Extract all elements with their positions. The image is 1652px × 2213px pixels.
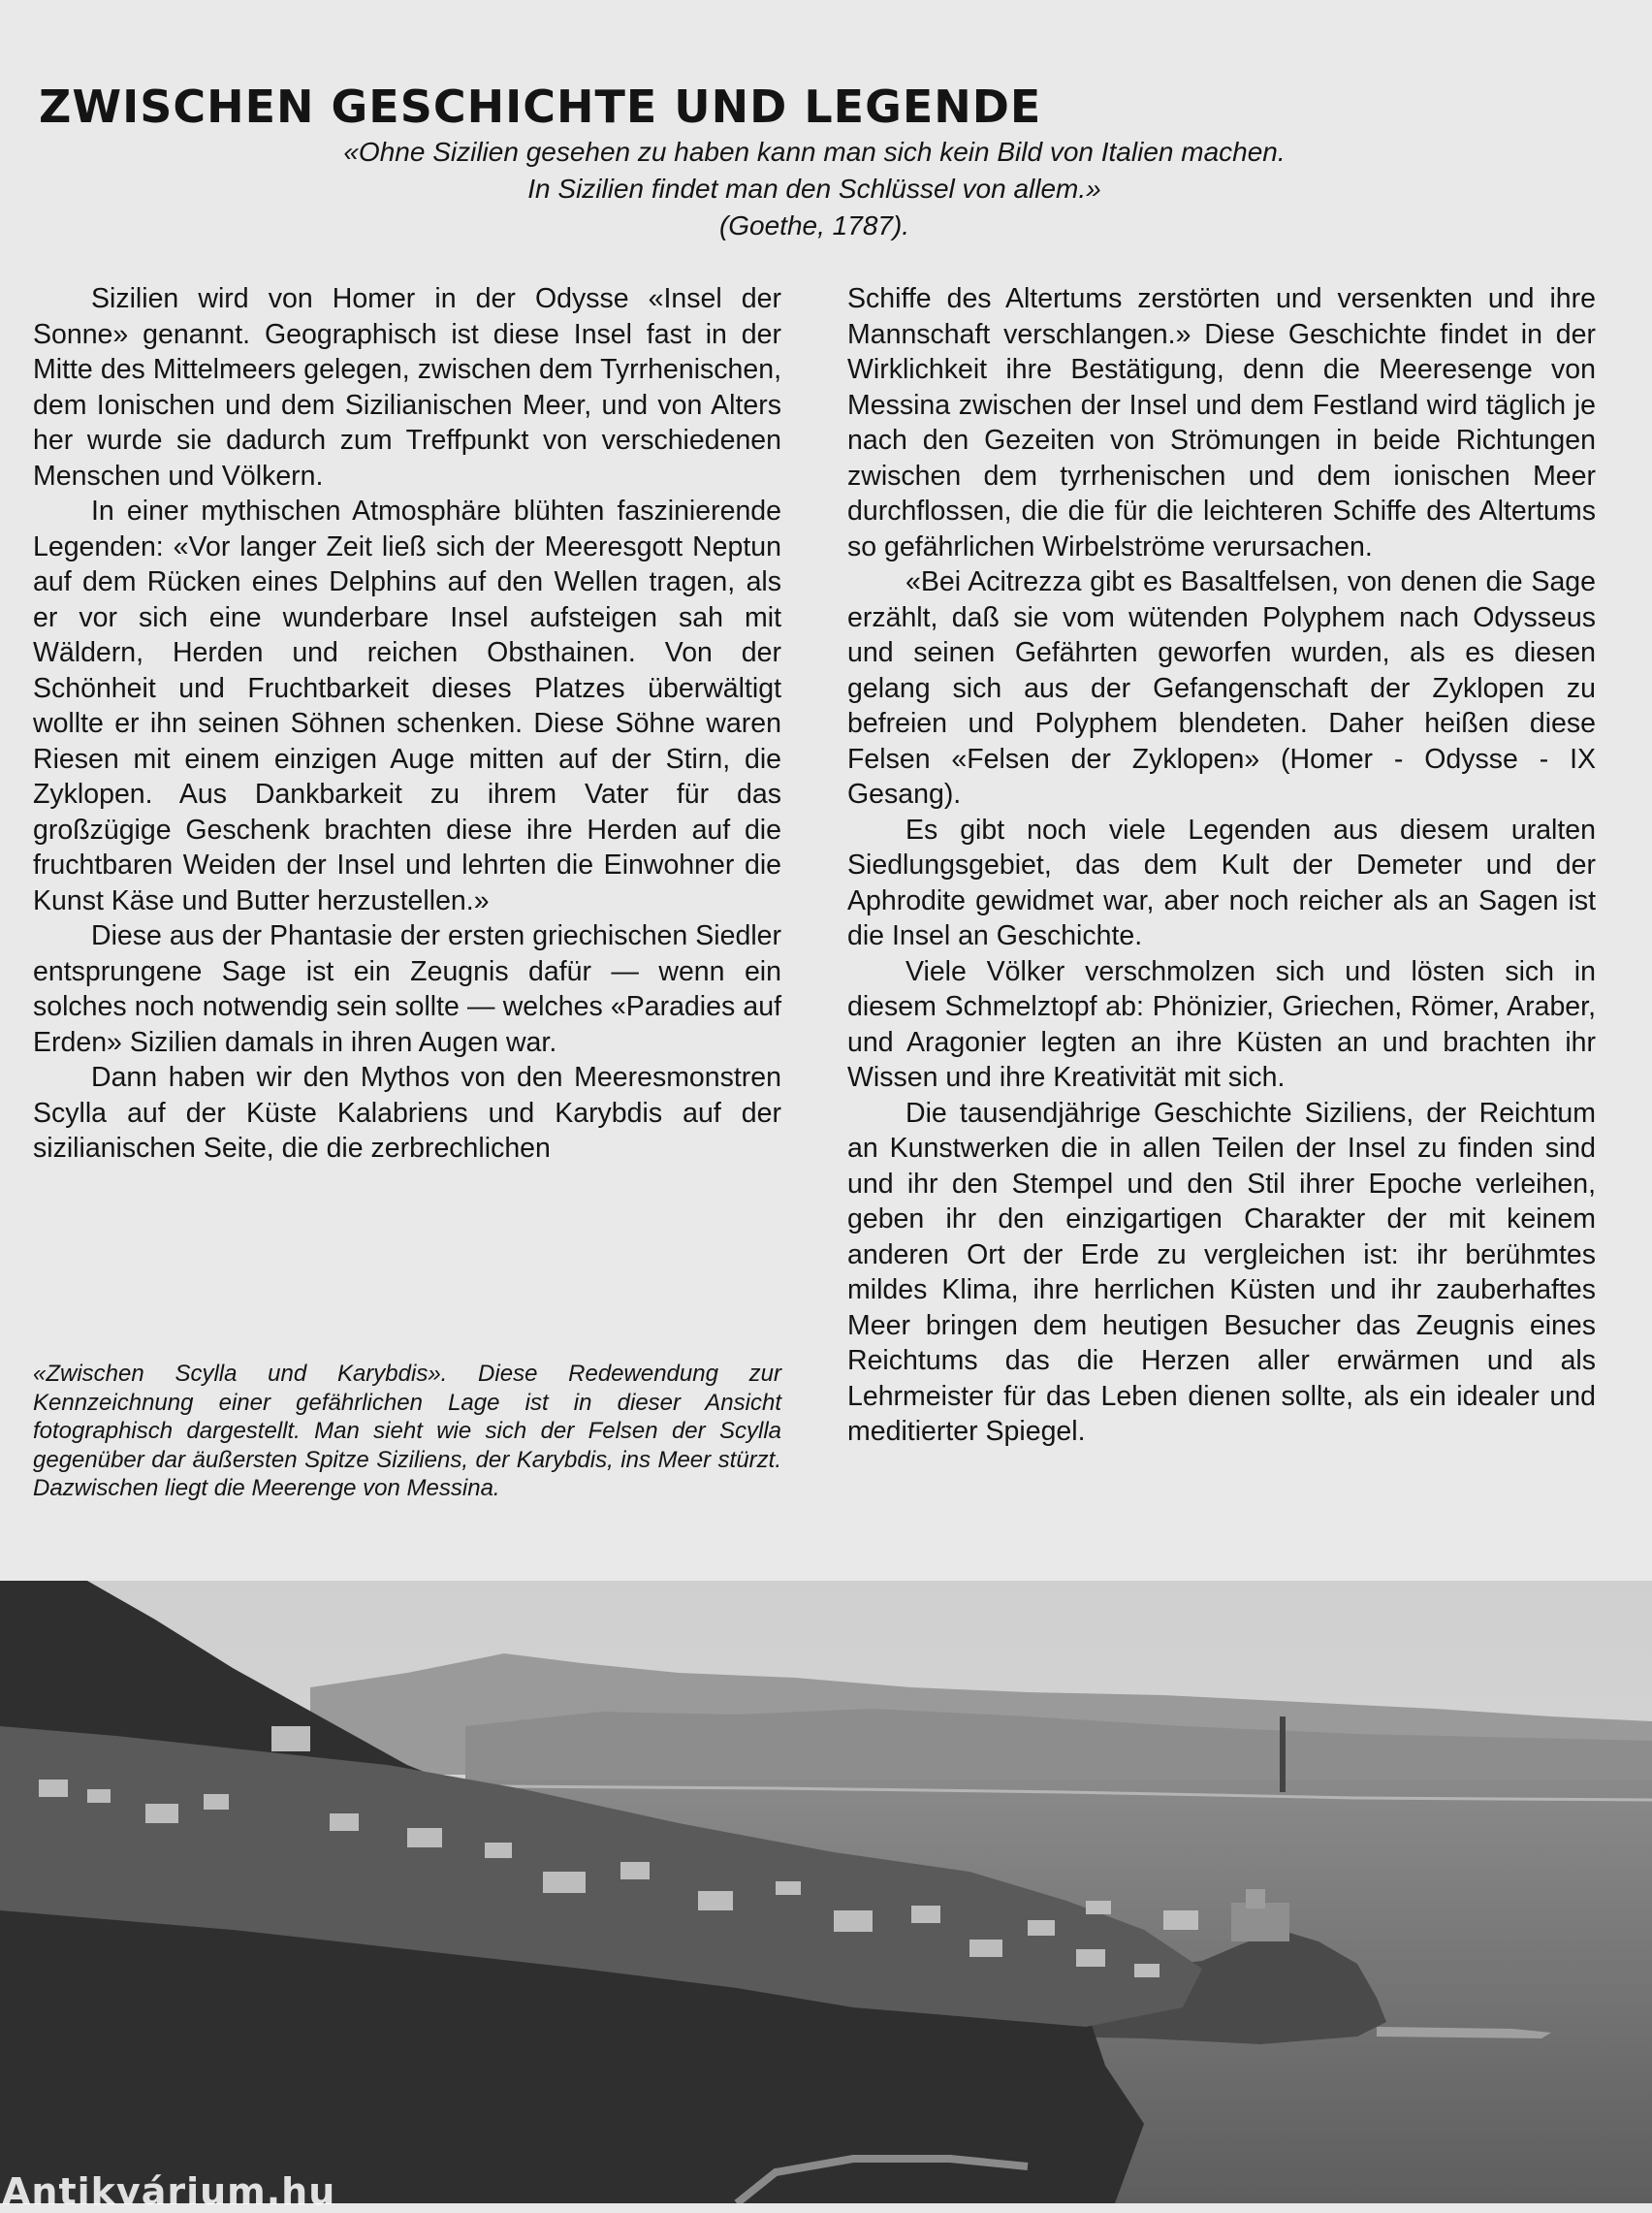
epigraph-line-1: «Ohne Sizilien gesehen zu haben kann man sich kein Bild von Italien machen. [343,137,1286,167]
epigraph-line-2: In Sizilien findet man den Schlüssel von allem.» [527,174,1101,204]
right-text-column [847,281,1596,1450]
scilla-strait-photo [0,1581,1652,2203]
castle-tower [1246,1889,1265,1908]
paragraph: Diese aus der Phantasie der ersten griechischen Siedler entsprungene Sage ist ein Zeugnis dafür — wenn ein solches noch notwendig sein sollte — welches «Paradies auf Erden» Sizilien damals in ihren Augen war. [33,920,781,1058]
paragraph: In einer mythischen Atmosphäre blühten faszinierende Legenden: «Vor langer Zeit ließ sich der Meeresgott Neptun auf dem Rücken eines Delphins auf den Wellen tragen, als er vor sich eine wunderbare Insel aufsteigen sah mit Wäldern, Herden und reichen Obsthainen. Von der Schönheit und Fruchtbarkeit dieses Platzes überwältigt wollte er ihn seinen Söhnen schenken. Diese Söhne waren Riesen mit einem einzigen Auge mitten auf der Stirn, die Zyklopen. Aus Dankbarkeit zu ihrem Vater für das großzügige Geschenk brachten diese ihre Herden auf die fruchtbaren Weiden der Insel und lehrten die Einwohner die Kunst Käse und Butter herzustellen.» [33,496,781,916]
watermark: Antikvárium.hu [2,2170,336,2213]
goethe-epigraph [145,134,1483,244]
paragraph: Viele Völker verschmolzen sich und lösten sich in diesem Schmelztopf ab: Phönizier, Griechen, Römer, Araber, und Aragonier legten an ihre Küsten an und brachten ihr Wissen und ihre Kreativität mit sich. [847,955,1596,1093]
pylon [1280,1716,1286,1792]
epigraph-attribution: (Goethe, 1787). [718,210,910,241]
paragraph-continuation: Schiffe des Altertums zerstörten und versenkten und ihre Mannschaft verschlangen.» Diese Geschichte findet in der Wirklichkeit ihre Bestätigung, denn die Meeresenge von Messina zwischen der Insel und dem Festland wird täglich je nach den Gezeiten von Strömungen in beide Richtungen zwischen dem tyrrhenischen und dem ionischen Meer durchflossen, die die für die leichteren Schiffe des Altertums so gefährlichen Wirbelströme verursachen. [847,283,1596,562]
left-text-column [33,281,781,1167]
landscape-illustration [0,1581,1652,2203]
paragraph: Dann haben wir den Mythos von den Meeresmonstren Scylla auf der Küste Kalabriens und Karybdis auf der sizilianischen Seite, die die zerbrechlichen [33,1062,781,1164]
photo-caption: «Zwischen Scylla und Karybdis». Diese Redewendung zur Kennzeichnung einer gefährlichen Lage ist in dieser Ansicht fotographisch dargestellt. Man sieht wie sich der Felsen der Scylla gegenüber dar äußersten Spitze Siziliens, der Karybdis, ins Meer stürzt. Dazwischen liegt die Meerenge von Messina. [33,1361,781,1501]
paragraph: «Bei Acitrezza gibt es Basaltfelsen, von denen die Sage erzählt, daß sie vom wütenden Polyphem nach Odysseus und seinen Gefährten geworfen wurden, als es diesen gelang sich aus der Gefangenschaft der Zyklopen zu befreien und Polyphem blendeten. Daher heißen diese Felsen «Felsen der Zyklopen» (Homer - Odysse - IX Gesang). [847,566,1596,810]
page-title: ZWISCHEN GESCHICHTE UND LEGENDE [39,80,1042,133]
paragraph: Es gibt noch viele Legenden aus diesem uralten Siedlungsgebiet, das dem Kult der Demeter und der Aphrodite gewidmet war, aber noch reicher als an Sagen ist die Insel an Geschichte. [847,814,1596,951]
paragraph: Sizilien wird von Homer in der Odysse «Insel der Sonne» genannt. Geographisch ist diese Insel fast in der Mitte des Mittelmeers gelegen, zwischen dem Tyrrhenischen, dem Ionischen und dem Sizilianischen Meer, und von Alters her wurde sie dadurch zum Treffpunkt von verschiedenen Menschen und Völkern. [33,283,781,492]
paragraph: Die tausendjährige Geschichte Siziliens, der Reichtum an Kunstwerken die in allen Teilen der Insel zu finden sind und ihr den Stempel und den Stil ihrer Epoche verleihen, geben ihr den einzigartigen Charakter der mit keinem anderen Ort der Erde zu vergleichen ist: ihr berühmtes mildes Klima, ihre herrlichen Küsten und ihr zauberhaftes Meer bringen dem heutigen Besucher das Zeugnis eines Reichtums das die Herzen aller erwärmen und als Lehrmeister für das Leben dienen sollte, als ein idealer und meditierter Spiegel. [847,1097,1596,1447]
